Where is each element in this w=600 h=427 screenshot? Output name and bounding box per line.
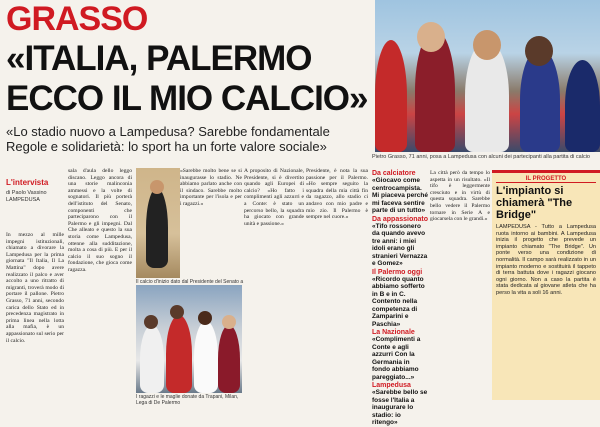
article-column-4: A proposito di Nazionale, Presidente, si è divertito quando agli Europei di calcio? «Ho fatto i complimenti agli azzurri e a Conte: è stato un percorso bello, la squadra ha giocato con grande unità e passione.» — [244, 168, 304, 227]
group-photo-caption: I ragazzi e le maglie donate da Trapani, Milan, Lega di De Palermo — [136, 394, 239, 406]
article-column-3: «Sarebbe molto bene se si inaugurasse lo stadio. Ne abbiamo parlato anche con il sindaco. Sarebbe molto importante per l'isola e per i ragazzi.» — [180, 168, 242, 207]
quote-heading: Il Palermo oggi — [372, 268, 423, 276]
quote-heading: La Nazionale — [372, 329, 415, 336]
article-column-1: In mezzo al mille impegni istituzionali, chiamato a divorare la Lampedusa per la prima giornata "Il Italia, Il La Mattina" dopo avere realizzato il palco e aver accolto a uno ritratto di migranti, troverà modo di portare il pallone. Pietro Grasso, 71 anni, secondo carica dello Stato ed in precedenza magistrato in prima linea nella lotta alla mafia, è un appassionato sul serio per il calcio. — [6, 232, 64, 344]
group-photo — [136, 285, 242, 393]
quote-text: «Sarebbe bello se fosse l'Italia a inaugurare lo stadio: io ritengo» — [372, 389, 428, 426]
interview-box — [6, 178, 64, 236]
kickoff-photo-caption: Il calcio d'inizio dato dal Presidente del Senato a — [136, 279, 244, 285]
kicker: GRASSO — [6, 0, 148, 38]
main-photo-caption: Pietro Grasso, 71 anni, posa a Lampedusa con alcuni dei partecipanti alla partita di calcio — [372, 154, 590, 160]
quote-block — [372, 329, 428, 381]
quotes-column — [372, 170, 429, 426]
quote-text: «Complimenti a Conte e agli azzurri Con la Germania in fondo abbiamo pareggiato...» — [372, 336, 421, 381]
quote-text: «Tifo rossonero da quando avevo tre anni: i miei idoli erano gli stranieri Vernazza e Gomez» — [372, 222, 428, 267]
article-column-5: Presidente, è nota la sua passione per il Palermo. «Ho sempre seguito la squadra della mia città fin da ragazzo, allo stadio ci andavo con mio padre e mio zio. Il Palermo è sempre nel cuore.» — [306, 168, 368, 221]
quote-heading: Lampedusa — [372, 382, 411, 389]
quote-block — [372, 382, 428, 427]
quote-text: «Ricordo quanto abbiamo sofferto in B e in C. Contento nella competenza di Zamparini e Paschia» — [372, 275, 425, 328]
interview-label: L'intervista — [6, 178, 49, 187]
article-column-6: La città però da tempo lo aspetta in un risultato. «Il tifo è leggermente cresciuto e in virtù di questa squadra. Sarebbe bello vedere il Palermo tornare in Serie A e giocarsela con le grandi.» — [430, 170, 490, 223]
byline: di Paolo Vassino LAMPEDUSA — [6, 190, 47, 203]
quote-heading: Da appassionato — [372, 215, 429, 223]
sidebar-label: IL PROGETTO — [496, 176, 596, 183]
quote-text: «Giocavo come centrocampista. Mi piaceva perché mi faceva sentire parte di un tutto» — [372, 177, 428, 214]
quote-heading: Da calciatore — [372, 170, 416, 177]
quote-block — [372, 170, 428, 215]
headline-line-2: ECCO IL MIO CALCIO» — [6, 79, 368, 118]
main-photo — [375, 0, 600, 152]
project-sidebar — [492, 170, 600, 400]
subheadline: «Lo stadio nuovo a Lampedusa? Sarebbe fondamentale Regole e solidarietà: lo sport ha un forte valore sociale» — [6, 124, 330, 154]
sidebar-text: LAMPEDUSA - Tutto a Lampedusa ruota intorno ai bambini. A Lampedusa inizia il progetto che prevede un impianto chiamato "The Bridge". Un ponte verso una condizione di normalità. Il campo sarà realizzato in un impianto moderno e sostituirà il tappeto di terra battuta dove i ragazzi giocano ogni giorno. Non a caso la partita è stata dedicata al giovane atleta che ha perso la vita a soli 16 anni. — [496, 224, 596, 296]
headline-line-1: «ITALIA, PALERMO — [6, 39, 312, 78]
quote-block — [372, 216, 428, 268]
article-column-2: sala d'aula dello leggo discano. Leggo ancora di una storie malinconia ammessi e la volte di sognatori. Il più porterà dell'istituto del Senato, componenti che parteciparono con il Palermo e gli impegni. Dal Che alleato e questo la sua storia come Lampedusa, ottenne alla sudditazione, molta a cosa di più. E per il calcio il suo sogno il fondazione, che gioca come ragazza. — [68, 168, 132, 273]
sidebar-title: L'impianto si chiamerà "The Bridge" — [496, 185, 573, 221]
quote-block — [372, 269, 428, 329]
kickoff-photo — [136, 168, 180, 278]
